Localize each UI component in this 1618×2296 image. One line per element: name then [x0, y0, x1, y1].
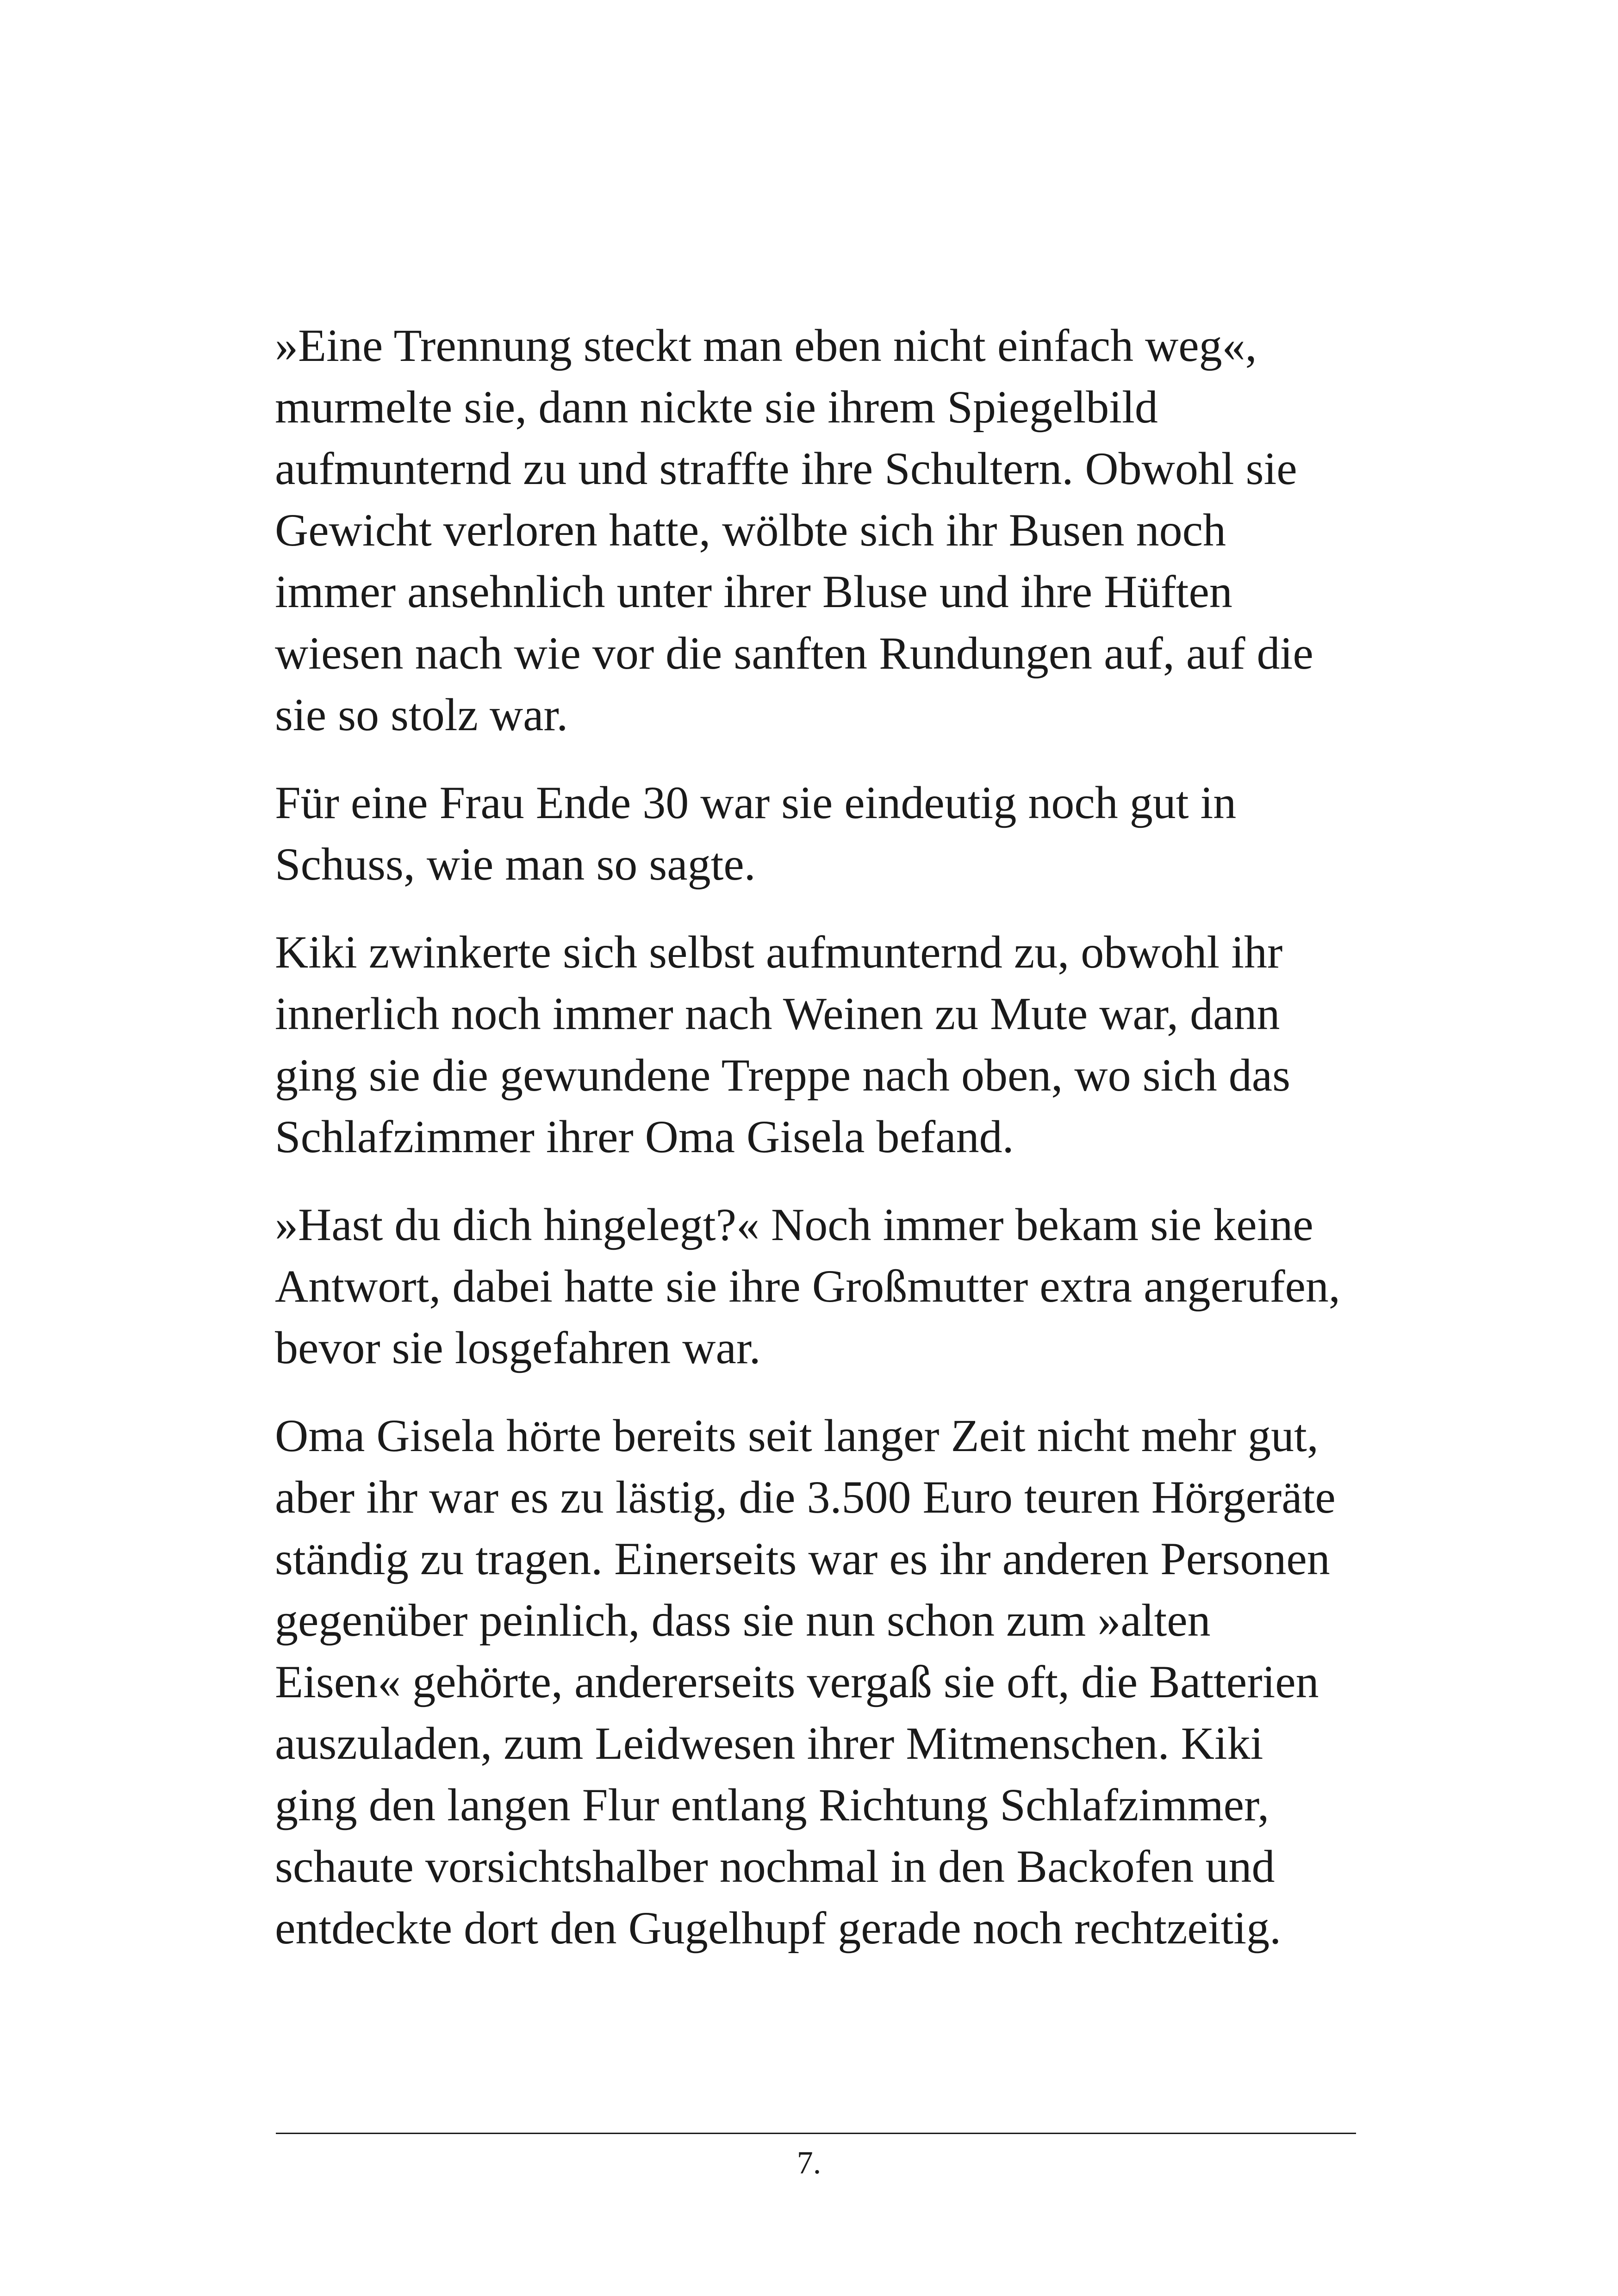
text-line: Antwort, dabei hatte sie ihre Großmutter extra angerufen, — [275, 1260, 1340, 1312]
paragraph-2 — [275, 772, 1376, 895]
paragraph-4 — [275, 1194, 1376, 1378]
text-line: entdeckte dort den Gugelhupf gerade noch rechtzeitig. — [275, 1902, 1282, 1954]
text-line: ständig zu tragen. Einerseits war es ihr anderen Personen — [275, 1533, 1330, 1584]
text-line: aber ihr war es zu lästig, die 3.500 Euro teuren Hörgeräte — [275, 1471, 1336, 1523]
text-line: »Hast du dich hingelegt?« Noch immer bekam sie keine — [275, 1199, 1313, 1250]
text-line: Kiki zwinkerte sich selbst aufmunternd zu, obwohl ihr — [275, 926, 1283, 978]
text-line: Oma Gisela hörte bereits seit langer Zeit nicht mehr gut, — [275, 1410, 1319, 1461]
text-line: bevor sie losgefahren war. — [275, 1322, 761, 1373]
text-line: Eisen« gehörte, andererseits vergaß sie oft, die Batterien — [275, 1656, 1319, 1707]
footer-divider — [276, 2133, 1356, 2134]
text-line: immer ansehnlich unter ihrer Bluse und ihre Hüften — [275, 566, 1232, 617]
text-line: ging sie die gewundene Treppe nach oben, wo sich das — [275, 1049, 1290, 1101]
text-line: wiesen nach wie vor die sanften Rundungen auf, auf die — [275, 627, 1313, 679]
text-line: gegenüber peinlich, dass sie nun schon zum »alten — [275, 1595, 1211, 1646]
page-number: 7. — [797, 2145, 821, 2181]
text-line: sie so stolz war. — [275, 689, 568, 740]
paragraph-3 — [275, 921, 1376, 1167]
text-line: Für eine Frau Ende 30 war sie eindeutig noch gut in — [275, 777, 1237, 828]
text-line: aufmunternd zu und straffte ihre Schultern. Obwohl sie — [275, 443, 1297, 494]
text-line: Gewicht verloren hatte, wölbte sich ihr Busen noch — [275, 504, 1226, 556]
paragraph-1 — [275, 315, 1376, 745]
text-line: Schlafzimmer ihrer Oma Gisela befand. — [275, 1111, 1014, 1162]
text-line: murmelte sie, dann nickte sie ihrem Spiegelbild — [275, 381, 1158, 433]
text-line: innerlich noch immer nach Weinen zu Mute war, dann — [275, 988, 1280, 1039]
text-line: schaute vorsichtshalber nochmal in den Backofen und — [275, 1841, 1275, 1892]
text-line: Schuss, wie man so sagte. — [275, 838, 756, 890]
text-line: ging den langen Flur entlang Richtung Schlafzimmer, — [275, 1779, 1270, 1831]
paragraph-5 — [275, 1405, 1376, 1959]
text-line: auszuladen, zum Leidwesen ihrer Mitmenschen. Kiki — [275, 1718, 1263, 1769]
body-text — [275, 315, 1376, 1985]
text-line: »Eine Trennung steckt man eben nicht einfach weg«, — [275, 320, 1257, 371]
